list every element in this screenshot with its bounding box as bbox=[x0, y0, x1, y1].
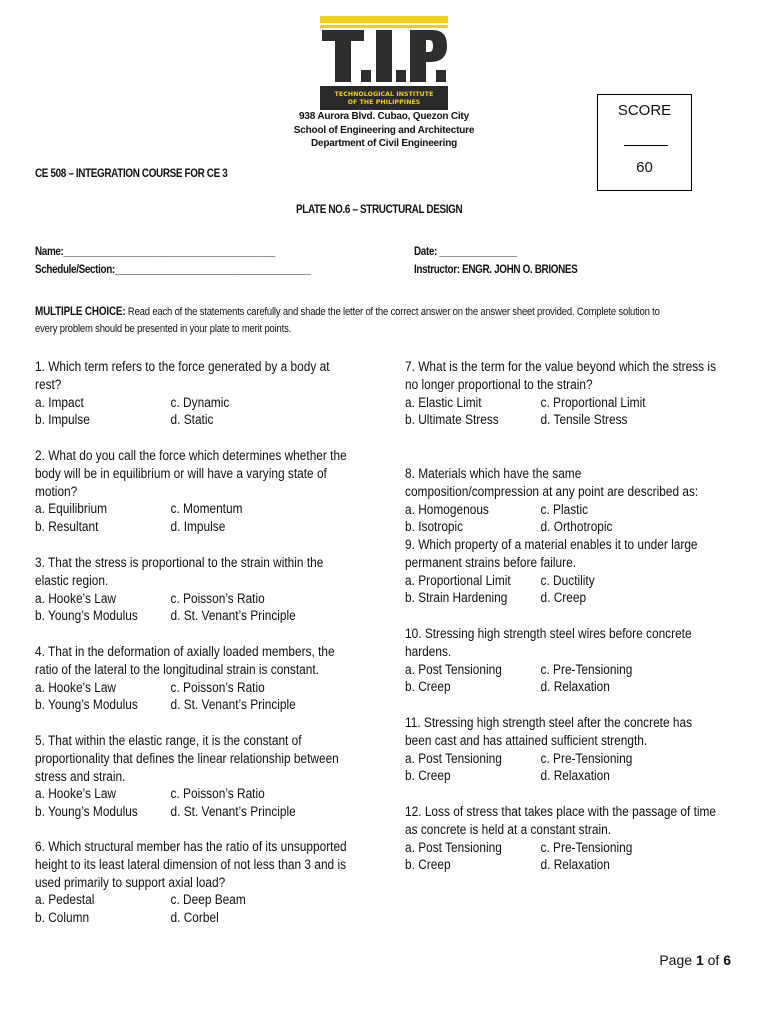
option-d: d. Relaxation bbox=[540, 768, 610, 784]
question-6 bbox=[35, 838, 347, 926]
question-text-line: 2. What do you call the force which determines whether the bbox=[35, 448, 347, 463]
question-1 bbox=[35, 358, 330, 428]
option-b: b. Young’s Modulus bbox=[35, 697, 138, 713]
question-text-line: ratio of the lateral to the longitudinal strain is constant. bbox=[35, 661, 319, 677]
page-total: 6 bbox=[723, 952, 731, 968]
option-c: c. Momentum bbox=[170, 501, 243, 517]
option-c: c. Pre-Tensioning bbox=[540, 839, 633, 855]
option-d: d. Creep bbox=[540, 590, 587, 606]
option-d: d. Tensile Stress bbox=[540, 412, 628, 428]
question-text-line: 9. Which property of a material enables it to under large bbox=[405, 537, 698, 552]
option-a: a. Hooke’s Law bbox=[35, 786, 117, 802]
question-text-line: 8. Materials which have the same bbox=[405, 466, 582, 481]
instructions-line-2: every problem should be presented in your plate to merit points. bbox=[35, 323, 292, 335]
logo-band-line2: OF THE PHILIPPINES bbox=[347, 99, 421, 106]
page-current: 1 bbox=[695, 952, 704, 968]
option-c: c. Pre-Tensioning bbox=[540, 750, 633, 766]
option-a: a. Post Tensioning bbox=[405, 839, 502, 855]
question-2 bbox=[35, 447, 347, 535]
option-b: b. Young’s Modulus bbox=[35, 608, 138, 624]
question-text-line: 4. That in the deformation of axially loaded members, the bbox=[35, 644, 335, 659]
of-word: of bbox=[703, 952, 724, 968]
logo-yellow-bar bbox=[320, 16, 448, 23]
score-box bbox=[597, 94, 692, 191]
option-a: a. Pedestal bbox=[35, 892, 95, 908]
question-10 bbox=[405, 625, 692, 695]
question-text-line: stress and strain. bbox=[35, 768, 126, 784]
question-9 bbox=[405, 536, 698, 606]
question-text-line: 1. Which term refers to the force generated by a body at bbox=[35, 359, 330, 374]
instructions-text-1: Read each of the statements carefully and shade the letter of the correct answer on the answer sheet provided. Complete solution to bbox=[125, 306, 660, 318]
name-field: Name:_________________________________________ bbox=[35, 246, 275, 258]
date-field: Date: _______________ bbox=[414, 246, 517, 258]
question-8 bbox=[405, 465, 699, 535]
option-c: c. Poisson’s Ratio bbox=[170, 786, 265, 802]
option-d: d. St. Venant’s Principle bbox=[170, 804, 296, 820]
page-word: Page bbox=[659, 952, 696, 968]
option-a: a. Elastic Limit bbox=[405, 394, 482, 410]
option-b: b. Impulse bbox=[35, 412, 90, 428]
option-a: a. Post Tensioning bbox=[405, 661, 502, 677]
question-text-line: permanent strains before failure. bbox=[405, 554, 577, 570]
option-d: d. Relaxation bbox=[540, 857, 610, 873]
option-c: c. Dynamic bbox=[170, 394, 230, 410]
option-a: a. Homogenous bbox=[405, 501, 489, 517]
question-text-line: rest? bbox=[35, 376, 62, 392]
option-d: d. Relaxation bbox=[540, 679, 610, 695]
question-text-line: 11. Stressing high strength steel after the concrete has bbox=[405, 715, 693, 730]
score-label: SCORE bbox=[617, 102, 672, 119]
schedule-section-field: Schedule/Section:______________________________________ bbox=[35, 264, 311, 276]
option-a: a. Hooke’s Law bbox=[35, 590, 117, 606]
question-4 bbox=[35, 643, 335, 713]
plate-title: PLATE NO.6 – STRUCTURAL DESIGN bbox=[296, 204, 463, 216]
question-text-line: been cast and has attained sufficient strength. bbox=[405, 732, 648, 748]
question-text-line: hardens. bbox=[405, 643, 452, 659]
question-text-line: as concrete is held at a constant strain. bbox=[405, 821, 612, 837]
question-text-line: 7. What is the term for the value beyond which the stress is bbox=[405, 359, 717, 374]
option-b: b. Young’s Modulus bbox=[35, 804, 138, 820]
option-a: a. Hooke’s Law bbox=[35, 679, 117, 695]
logo-band bbox=[320, 86, 448, 110]
option-c: c. Pre-Tensioning bbox=[540, 661, 633, 677]
option-d: d. Corbel bbox=[170, 910, 219, 926]
option-c: c. Poisson’s Ratio bbox=[170, 679, 265, 695]
option-c: c. Poisson’s Ratio bbox=[170, 590, 265, 606]
question-text-line: used primarily to support axial load? bbox=[35, 874, 226, 890]
question-text-line: elastic region. bbox=[35, 572, 109, 588]
option-b: b. Creep bbox=[405, 679, 451, 695]
option-c: c. Ductility bbox=[540, 572, 595, 588]
question-12 bbox=[405, 803, 717, 873]
option-a: a. Equilibrium bbox=[35, 501, 107, 517]
course-title: CE 508 – INTEGRATION COURSE FOR CE 3 bbox=[35, 168, 228, 180]
question-text-line: proportionality that defines the linear relationship between bbox=[35, 750, 339, 766]
option-d: d. St. Venant’s Principle bbox=[170, 608, 296, 624]
option-b: b. Creep bbox=[405, 768, 451, 784]
department-name: Department of Civil Engineering bbox=[310, 138, 458, 149]
option-b: b. Column bbox=[35, 910, 90, 926]
question-text-line: motion? bbox=[35, 483, 78, 499]
question-text-line: 3. That the stress is proportional to the strain within the bbox=[35, 555, 324, 570]
option-b: b. Resultant bbox=[35, 519, 99, 535]
question-text-line: height to its least lateral dimension of not less than 3 and is bbox=[35, 856, 347, 872]
option-b: b. Creep bbox=[405, 857, 451, 873]
option-b: b. Ultimate Stress bbox=[405, 412, 499, 428]
question-11 bbox=[405, 714, 693, 784]
page-number bbox=[659, 952, 731, 968]
instructions-line-1 bbox=[35, 306, 660, 318]
question-5 bbox=[35, 732, 339, 820]
instructions-heading: MULTIPLE CHOICE: bbox=[35, 306, 126, 318]
question-text-line: 10. Stressing high strength steel wires before concrete bbox=[405, 626, 692, 641]
score-blank-line bbox=[624, 145, 668, 146]
option-b: b. Strain Hardening bbox=[405, 590, 508, 606]
school-address: 938 Aurora Blvd. Cubao, Quezon City bbox=[299, 111, 469, 122]
question-text-line: 6. Which structural member has the ratio of its unsupported bbox=[35, 839, 347, 854]
option-d: d. Orthotropic bbox=[540, 519, 613, 535]
question-text-line: no longer proportional to the strain? bbox=[405, 376, 593, 392]
question-text-line: composition/compression at any point are described as: bbox=[405, 483, 699, 499]
question-text-line: 5. That within the elastic range, it is the constant of bbox=[35, 733, 302, 748]
option-d: d. Impulse bbox=[170, 519, 226, 535]
option-c: c. Plastic bbox=[540, 501, 589, 517]
logo-letters-graphic bbox=[320, 28, 448, 86]
question-text-line: body will be in equilibrium or will have a varying state of bbox=[35, 465, 327, 481]
option-d: d. St. Venant’s Principle bbox=[170, 697, 296, 713]
instructor-field: Instructor: ENGR. JOHN O. BRIONES bbox=[414, 264, 578, 276]
question-7 bbox=[405, 358, 717, 428]
question-text-line: 12. Loss of stress that takes place with the passage of time bbox=[405, 804, 717, 819]
tip-logo bbox=[320, 16, 448, 110]
option-a: a. Proportional Limit bbox=[405, 572, 511, 588]
school-name: School of Engineering and Architecture bbox=[293, 125, 475, 136]
option-c: c. Proportional Limit bbox=[540, 394, 646, 410]
option-d: d. Static bbox=[170, 412, 214, 428]
question-3 bbox=[35, 554, 324, 624]
option-a: a. Post Tensioning bbox=[405, 750, 502, 766]
option-c: c. Deep Beam bbox=[170, 892, 246, 908]
option-b: b. Isotropic bbox=[405, 519, 464, 535]
option-a: a. Impact bbox=[35, 394, 84, 410]
logo-band-line1: TECHNOLOGICAL INSTITUTE bbox=[334, 91, 434, 98]
score-total: 60 bbox=[636, 159, 653, 176]
